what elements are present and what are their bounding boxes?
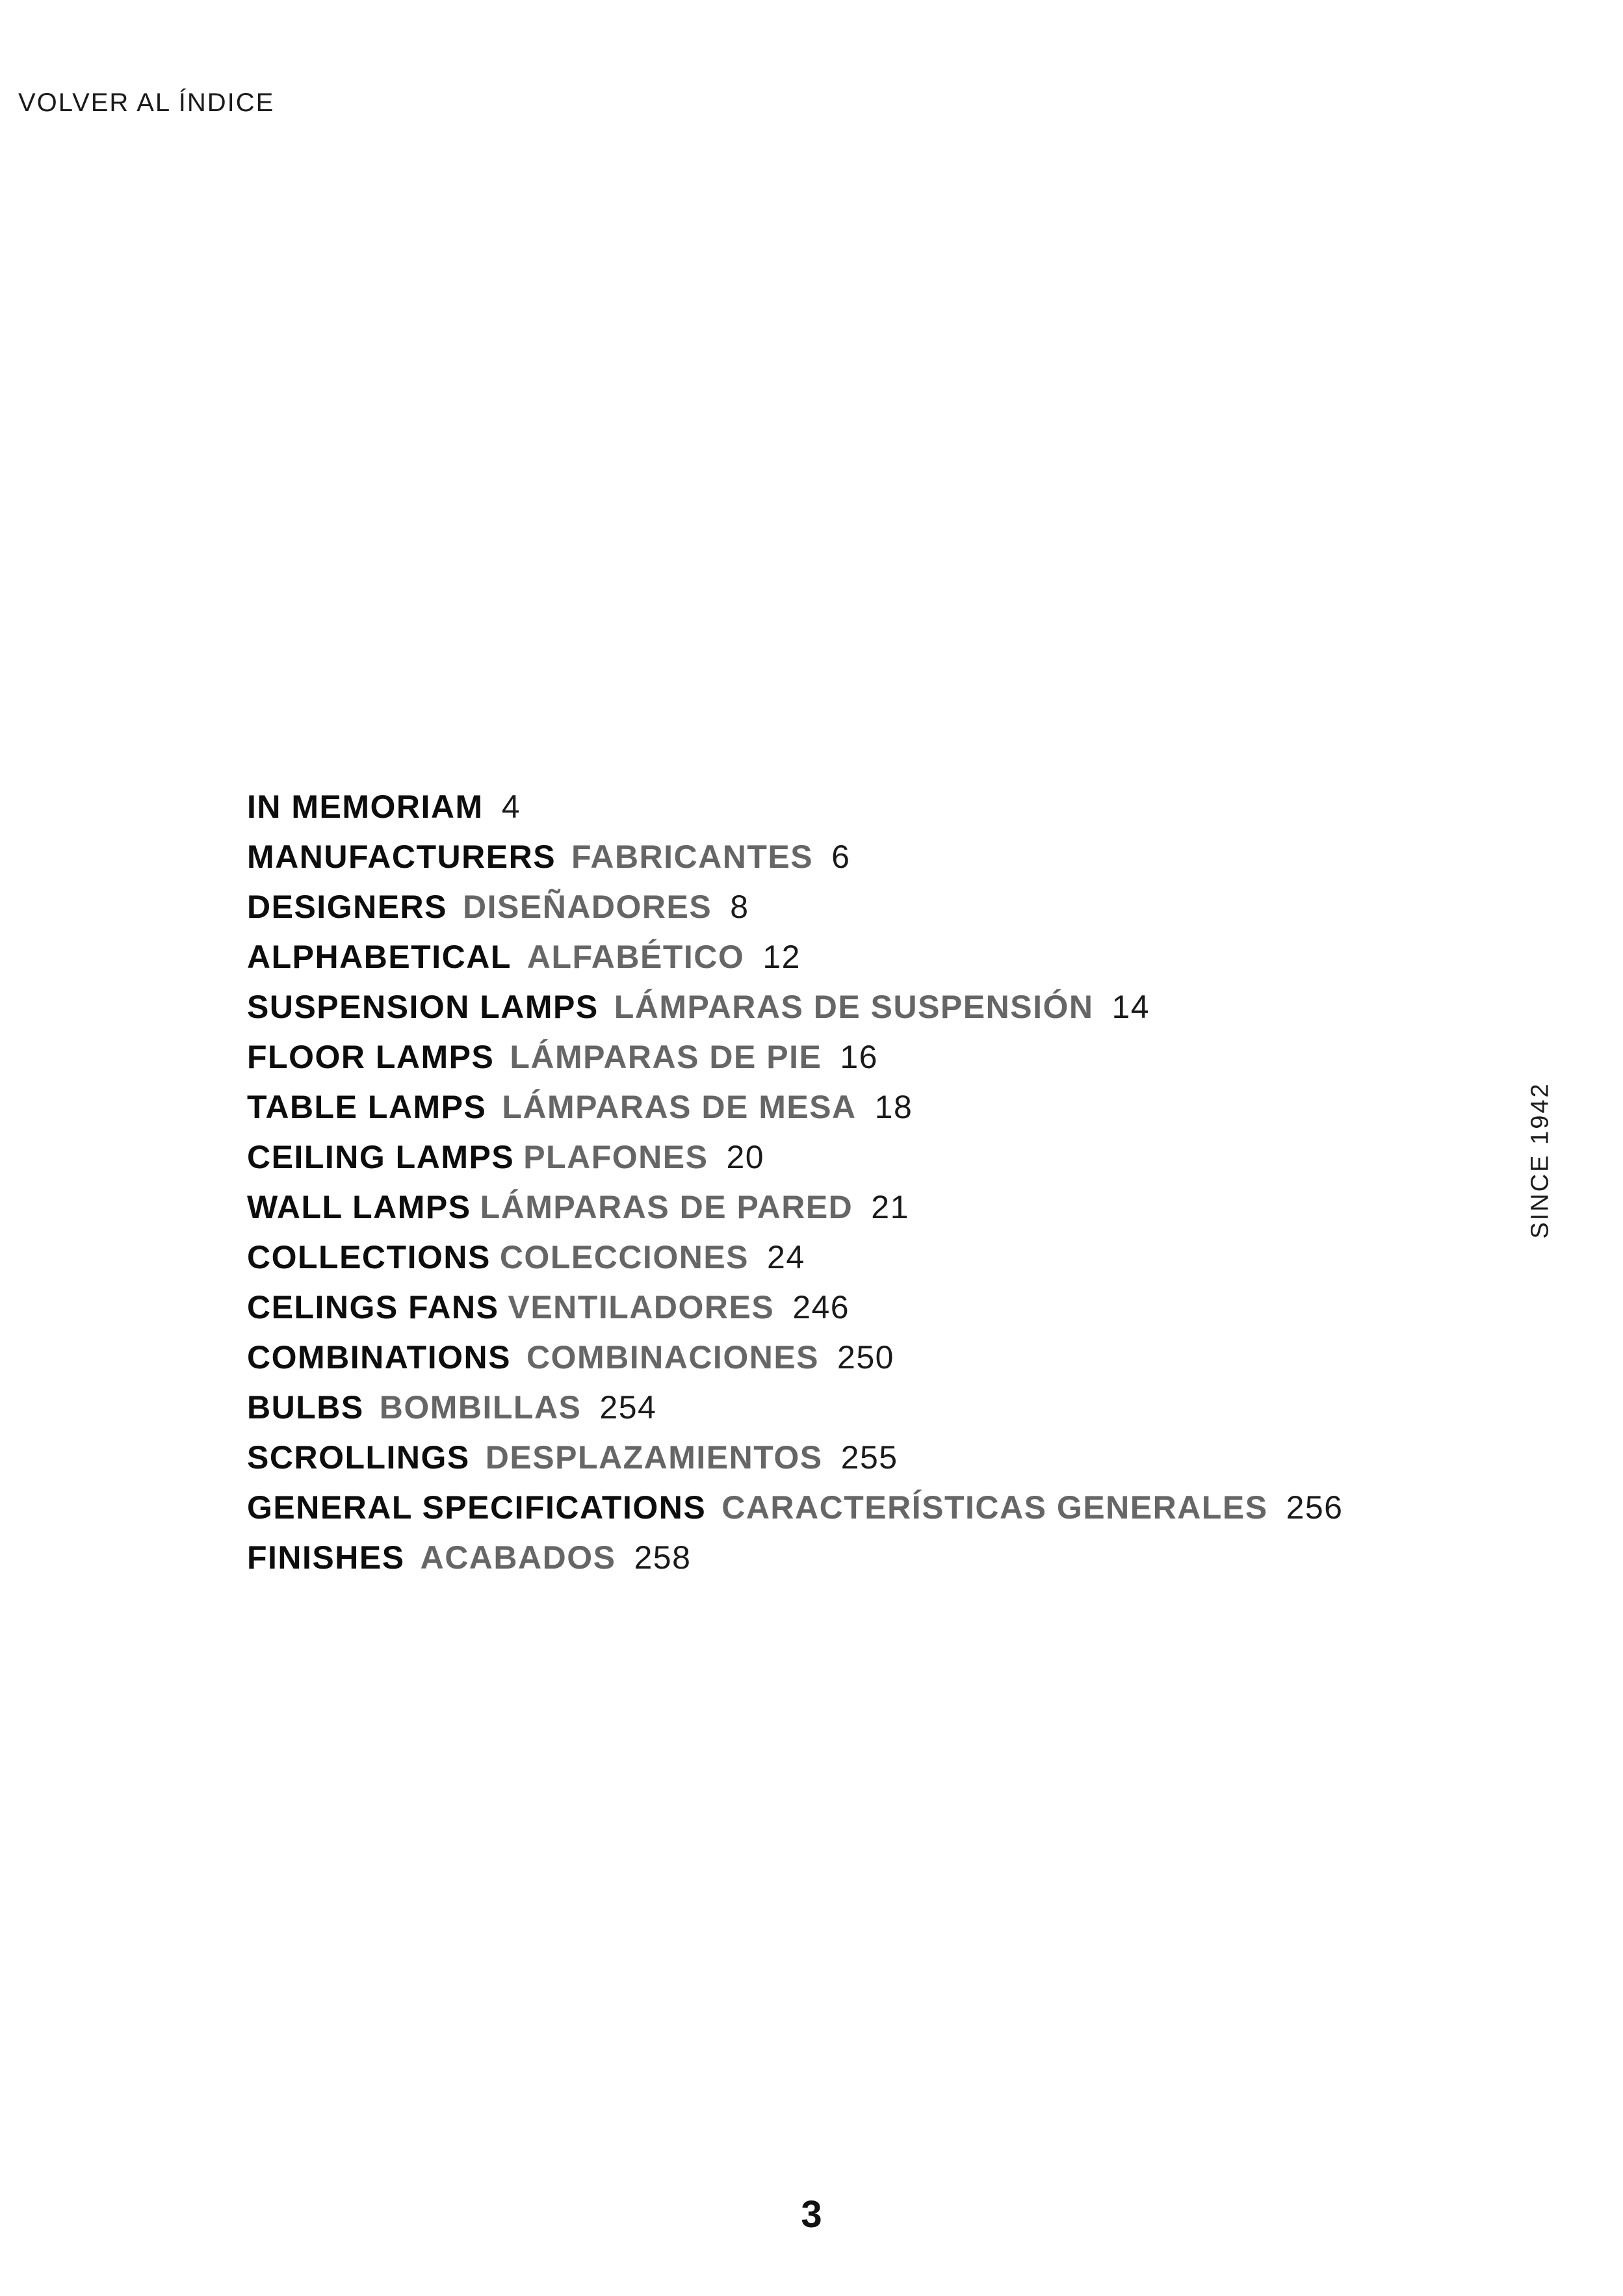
- toc-entry-english: FINISHES: [247, 1539, 405, 1576]
- toc-page-number: 18: [874, 1089, 913, 1125]
- toc-page-number: 20: [726, 1139, 765, 1175]
- toc-page-number: 14: [1111, 989, 1150, 1025]
- toc-page-number: 6: [831, 839, 851, 875]
- toc-item-combinations[interactable]: [247, 1333, 1344, 1383]
- toc-item-ceilings-fans[interactable]: [247, 1283, 1344, 1333]
- toc-entry-spanish: VENTILADORES: [508, 1289, 775, 1325]
- toc-entry-english: CELINGS FANS: [247, 1289, 499, 1325]
- toc-entry-english: IN MEMORIAM: [247, 789, 484, 825]
- toc-page-number: 4: [501, 789, 521, 825]
- toc-entry-english: GENERAL SPECIFICATIONS: [247, 1489, 707, 1526]
- toc-item-wall-lamps[interactable]: [247, 1182, 1344, 1233]
- toc-page-number: 254: [599, 1389, 657, 1426]
- toc-item-finishes[interactable]: [247, 1533, 1344, 1583]
- toc-entry-spanish: LÁMPARAS DE MESA: [502, 1089, 857, 1125]
- toc-entry-spanish: ALFABÉTICO: [526, 939, 745, 975]
- toc-entry-english: ALPHABETICAL: [247, 939, 512, 975]
- toc-entry-english: MANUFACTURERS: [247, 839, 556, 875]
- toc-item-scrollings[interactable]: [247, 1433, 1344, 1483]
- toc-page-number: 255: [840, 1439, 898, 1476]
- toc-page-number: 256: [1286, 1489, 1344, 1526]
- toc-item-in-memoriam[interactable]: [247, 782, 1344, 832]
- toc-entry-english: COLLECTIONS: [247, 1239, 491, 1275]
- toc-entry-spanish: BOMBILLAS: [379, 1389, 582, 1426]
- toc-page-number: 8: [730, 889, 749, 925]
- toc-entry-english: SCROLLINGS: [247, 1439, 470, 1476]
- toc-item-alphabetical[interactable]: [247, 932, 1344, 982]
- toc-page-number: 246: [792, 1289, 850, 1325]
- toc-entry-spanish: LÁMPARAS DE PARED: [480, 1189, 853, 1225]
- toc-item-bulbs[interactable]: [247, 1383, 1344, 1433]
- toc-entry-spanish: CARACTERÍSTICAS GENERALES: [721, 1489, 1268, 1526]
- toc-entry-spanish: FABRICANTES: [571, 839, 814, 875]
- toc-item-designers[interactable]: [247, 882, 1344, 932]
- toc-entry-english: DESIGNERS: [247, 889, 448, 925]
- toc-page-number: 16: [840, 1039, 878, 1075]
- toc-item-table-lamps[interactable]: [247, 1082, 1344, 1132]
- toc-entry-english: BULBS: [247, 1389, 364, 1426]
- toc-item-suspension-lamps[interactable]: [247, 982, 1344, 1032]
- toc-entry-spanish: COLECCIONES: [499, 1239, 749, 1275]
- toc-entry-english: SUSPENSION LAMPS: [247, 989, 599, 1025]
- toc-entry-spanish: ACABADOS: [420, 1539, 616, 1576]
- toc-entry-english: COMBINATIONS: [247, 1339, 511, 1376]
- toc-entry-spanish: PLAFONES: [523, 1139, 708, 1175]
- toc-item-ceiling-lamps[interactable]: [247, 1132, 1344, 1182]
- toc-page-number: 21: [871, 1189, 909, 1225]
- back-to-index-link[interactable]: VOLVER AL ÍNDICE: [18, 88, 275, 117]
- since-year-label: SINCE 1942: [1526, 1082, 1554, 1239]
- toc-entry-english: CEILING LAMPS: [247, 1139, 515, 1175]
- toc-entry-spanish: COMBINACIONES: [526, 1339, 820, 1376]
- toc-entry-spanish: LÁMPARAS DE SUSPENSIÓN: [614, 989, 1094, 1025]
- page-number: 3: [801, 2193, 822, 2236]
- toc-item-general-specifications[interactable]: [247, 1483, 1344, 1533]
- toc-entry-spanish: LÁMPARAS DE PIE: [510, 1039, 822, 1075]
- toc-entry-english: WALL LAMPS: [247, 1189, 471, 1225]
- toc-item-manufacturers[interactable]: [247, 832, 1344, 882]
- table-of-contents: [247, 782, 1344, 1583]
- toc-page-number: 12: [762, 939, 801, 975]
- toc-page-number: 24: [767, 1239, 805, 1275]
- toc-item-collections[interactable]: [247, 1233, 1344, 1283]
- toc-entry-spanish: DESPLAZAMIENTOS: [485, 1439, 823, 1476]
- toc-item-floor-lamps[interactable]: [247, 1032, 1344, 1082]
- toc-page-number: 258: [634, 1539, 692, 1576]
- toc-page-number: 250: [837, 1339, 894, 1376]
- toc-entry-english: TABLE LAMPS: [247, 1089, 487, 1125]
- toc-entry-english: FLOOR LAMPS: [247, 1039, 495, 1075]
- toc-entry-spanish: DISEÑADORES: [463, 889, 712, 925]
